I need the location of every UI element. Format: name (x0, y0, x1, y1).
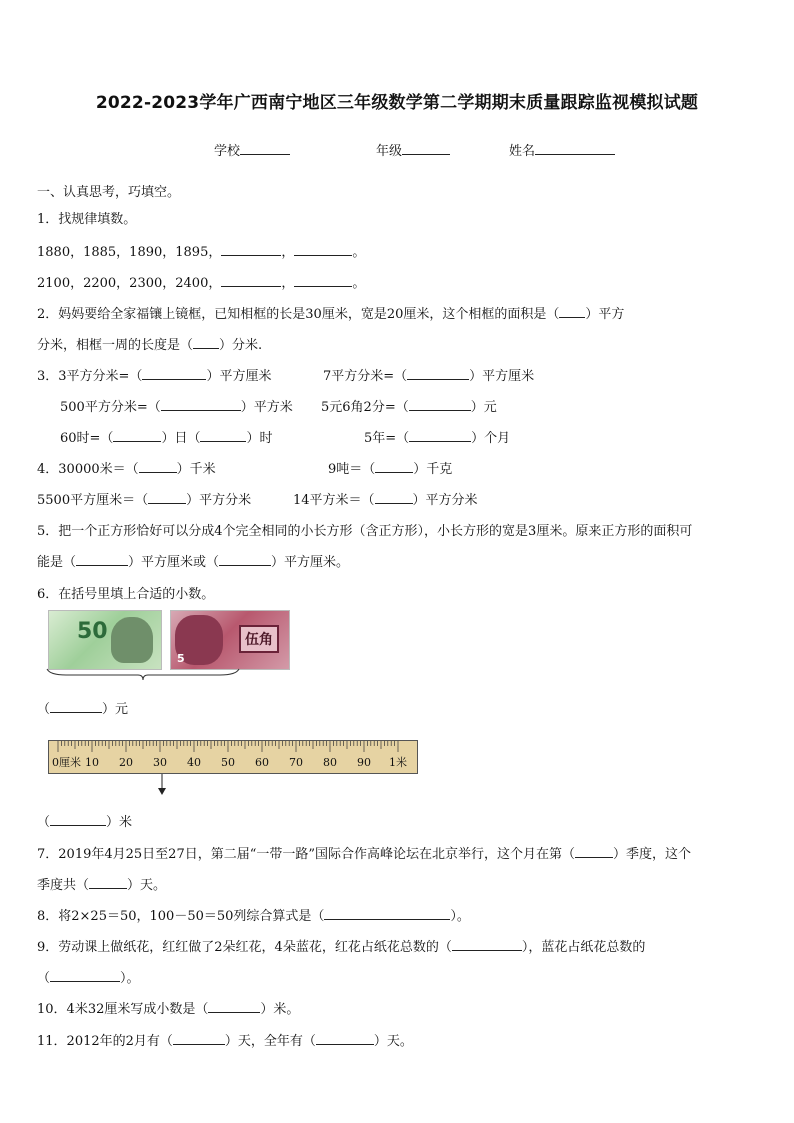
question-11 (37, 1030, 413, 1049)
sequence-text: 1880，1885，1890，1895， (37, 245, 222, 260)
page-title: 2022-2023学年广西南宁地区三年级数学第二学期期末质量跟踪监视模拟试题 (95, 93, 699, 113)
question-1-row-1 (37, 241, 365, 260)
question-3-row-2b (321, 396, 497, 415)
question-7-text: ）季度，这个 (613, 847, 692, 862)
question-10-end: ）米。 (260, 1002, 300, 1017)
answer-blank[interactable] (221, 243, 281, 256)
question-6-answer-1 (37, 698, 128, 717)
name-field (509, 140, 615, 159)
question-9-line-1 (37, 936, 645, 955)
question-1-row-2 (37, 272, 365, 291)
answer-blank[interactable] (139, 460, 177, 473)
answer-blank[interactable] (50, 700, 102, 713)
answer-blank[interactable] (113, 429, 161, 442)
portrait-icon (111, 617, 153, 663)
conversion-text: 9吨＝（ (328, 462, 376, 477)
conversion-unit: ）千克 (413, 462, 453, 477)
ruler-label: 1米 (389, 756, 407, 769)
conversion-unit: ）平方分米 (186, 493, 252, 508)
answer-blank[interactable] (148, 491, 186, 504)
conversion-text: 7平方分米=（ (323, 369, 408, 384)
question-4-row-2 (37, 489, 251, 508)
grade-label: 年级 (376, 144, 403, 159)
ruler-label: 90 (357, 756, 371, 769)
question-2-line-2 (37, 334, 262, 353)
conversion-unit: ）平方分米 (412, 493, 478, 508)
answer-blank[interactable] (173, 1032, 225, 1045)
question-11-text: ）天，全年有（ (224, 1034, 316, 1049)
answer-blank[interactable] (409, 429, 471, 442)
comma: ， (281, 276, 295, 291)
question-7-unit: ）天。 (127, 878, 167, 893)
question-7-line-2 (37, 874, 166, 893)
answer-blank[interactable] (161, 398, 241, 411)
answer-blank[interactable] (294, 274, 352, 287)
school-blank[interactable] (240, 142, 290, 155)
conversion-unit: ）平方厘米 (206, 369, 272, 384)
question-2-unit: ）分米. (219, 338, 263, 353)
ruler-label: 70 (289, 756, 303, 769)
conversion-unit: ）平方厘米 (469, 369, 535, 384)
conversion-unit: ）元 (470, 400, 497, 415)
question-5-line-2 (37, 551, 349, 570)
question-9-end: ）。 (120, 971, 140, 986)
sequence-text: 2100，2200，2300，2400， (37, 276, 222, 291)
name-blank[interactable] (535, 142, 615, 155)
question-7-text: 季度共（ (37, 878, 90, 893)
paren-open: （ (37, 702, 51, 717)
question-9-text: ），蓝花占纸花总数的 (521, 940, 646, 955)
answer-blank[interactable] (142, 367, 206, 380)
question-9-text: 9．劳动课上做纸花，红红做了2朵红花，4朵蓝花，红花占纸花总数的（ (37, 940, 452, 955)
answer-blank[interactable] (294, 243, 352, 256)
paren-open: （ (37, 815, 51, 830)
period: 。 (352, 276, 366, 291)
question-5-text: 能是（ (37, 555, 77, 570)
question-11-end: ）天。 (373, 1034, 413, 1049)
question-4-row-2b (293, 489, 478, 508)
answer-blank[interactable] (193, 336, 219, 349)
question-3-row-1b (323, 365, 534, 384)
meter-ruler-image (48, 740, 418, 774)
question-2-line-1 (37, 303, 624, 322)
conversion-text: 5元6角2分=（ (321, 400, 409, 415)
answer-blank[interactable] (407, 367, 469, 380)
question-2-unit: ）平方 (585, 307, 625, 322)
comma: ， (281, 245, 295, 260)
answer-blank[interactable] (208, 1000, 260, 1013)
ruler-label: 80 (323, 756, 337, 769)
section-heading: 一、认真思考，巧填空。 (37, 185, 181, 200)
brace-icon (46, 668, 240, 682)
ruler-label: 40 (187, 756, 201, 769)
fifty-yuan-note-image (48, 610, 162, 670)
question-5-text: ）平方厘米或（ (128, 555, 220, 570)
question-8-text: 8．将2×25＝50，100－50＝50列综合算式是（ (37, 909, 325, 924)
question-5-line-1: 5．把一个正方形恰好可以分成4个完全相同的小长方形（含正方形），小长方形的宽是3厘米。原来正方形的面积可 (37, 524, 693, 539)
paren-open: （ (37, 971, 51, 986)
question-3-row-1 (37, 365, 271, 384)
question-2-text: 分米，相框一周的长度是（ (37, 338, 194, 353)
conversion-text: 14平方米＝（ (293, 493, 375, 508)
conversion-text: 5500平方厘米＝（ (37, 493, 149, 508)
question-5-unit: ）平方厘米。 (271, 555, 350, 570)
answer-blank[interactable] (375, 460, 413, 473)
ruler-label: 60 (255, 756, 269, 769)
question-4-row-1b (328, 458, 452, 477)
question-3-row-3 (60, 427, 272, 446)
question-10 (37, 998, 299, 1017)
name-label: 姓名 (509, 144, 536, 159)
answer-unit: ）米 (106, 815, 133, 830)
ruler-label: 20 (119, 756, 133, 769)
answer-blank[interactable] (76, 553, 128, 566)
answer-blank[interactable] (221, 274, 281, 287)
question-3-row-2 (60, 396, 293, 415)
conversion-text: 60时=（ (60, 431, 114, 446)
answer-blank[interactable] (452, 938, 522, 951)
question-9-line-2 (37, 967, 140, 986)
conversion-unit: ）个月 (471, 431, 511, 446)
answer-blank[interactable] (89, 876, 127, 889)
ruler-label: 0厘米 (52, 756, 81, 769)
period: 。 (352, 245, 366, 260)
question-10-text: 10．4米32厘米写成小数是（ (37, 1002, 209, 1017)
question-1-stem: 1．找规律填数。 (37, 212, 137, 227)
note-value: 5 (177, 652, 185, 665)
answer-blank[interactable] (200, 429, 246, 442)
conversion-text: 4．30000米＝（ (37, 462, 139, 477)
answer-blank[interactable] (316, 1032, 374, 1045)
question-7-line-1 (37, 843, 691, 862)
answer-blank[interactable] (559, 305, 585, 318)
answer-blank[interactable] (50, 813, 106, 826)
answer-blank[interactable] (50, 969, 120, 982)
question-4-row-1 (37, 458, 216, 477)
conversion-text: 500平方分米=（ (60, 400, 161, 415)
conversion-text: 5年=（ (364, 431, 410, 446)
note-denomination-text: 伍角 (239, 625, 279, 653)
conversion-unit: ）千米 (176, 462, 216, 477)
answer-blank[interactable] (324, 907, 450, 920)
conversion-text: ）日（ (161, 431, 201, 446)
answer-blank[interactable] (219, 553, 271, 566)
question-6-answer-2 (37, 811, 132, 830)
grade-blank[interactable] (402, 142, 450, 155)
conversion-text: 3．3平方分米=（ (37, 369, 143, 384)
answer-blank[interactable] (575, 845, 613, 858)
note-value: 50 (77, 619, 108, 644)
answer-blank[interactable] (375, 491, 413, 504)
school-field (214, 140, 290, 159)
five-jiao-note-image (170, 610, 290, 670)
conversion-unit: ）平方米 (240, 400, 293, 415)
conversion-unit: ）时 (246, 431, 273, 446)
ruler-label: 30 (153, 756, 167, 769)
answer-blank[interactable] (409, 398, 471, 411)
question-2-text: 2．妈妈要给全家福镶上镜框，已知相框的长是30厘米，宽是20厘米，这个相框的面积是（ (37, 307, 560, 322)
question-6-stem: 6．在括号里填上合适的小数。 (37, 587, 215, 602)
question-8-end: ）。 (450, 909, 470, 924)
question-11-text: 11．2012年的2月有（ (37, 1034, 173, 1049)
question-8 (37, 905, 470, 924)
grade-field (376, 140, 450, 159)
ruler-label: 10 (85, 756, 99, 769)
answer-unit: ）元 (102, 702, 129, 717)
question-7-text: 7．2019年4月25日至27日，第二届“一带一路”国际合作高峰论坛在北京举行，这个月在第（ (37, 847, 576, 862)
school-label: 学校 (214, 144, 241, 159)
question-3-row-3b (364, 427, 510, 446)
ruler-label: 50 (221, 756, 235, 769)
down-arrow-icon (156, 774, 168, 796)
